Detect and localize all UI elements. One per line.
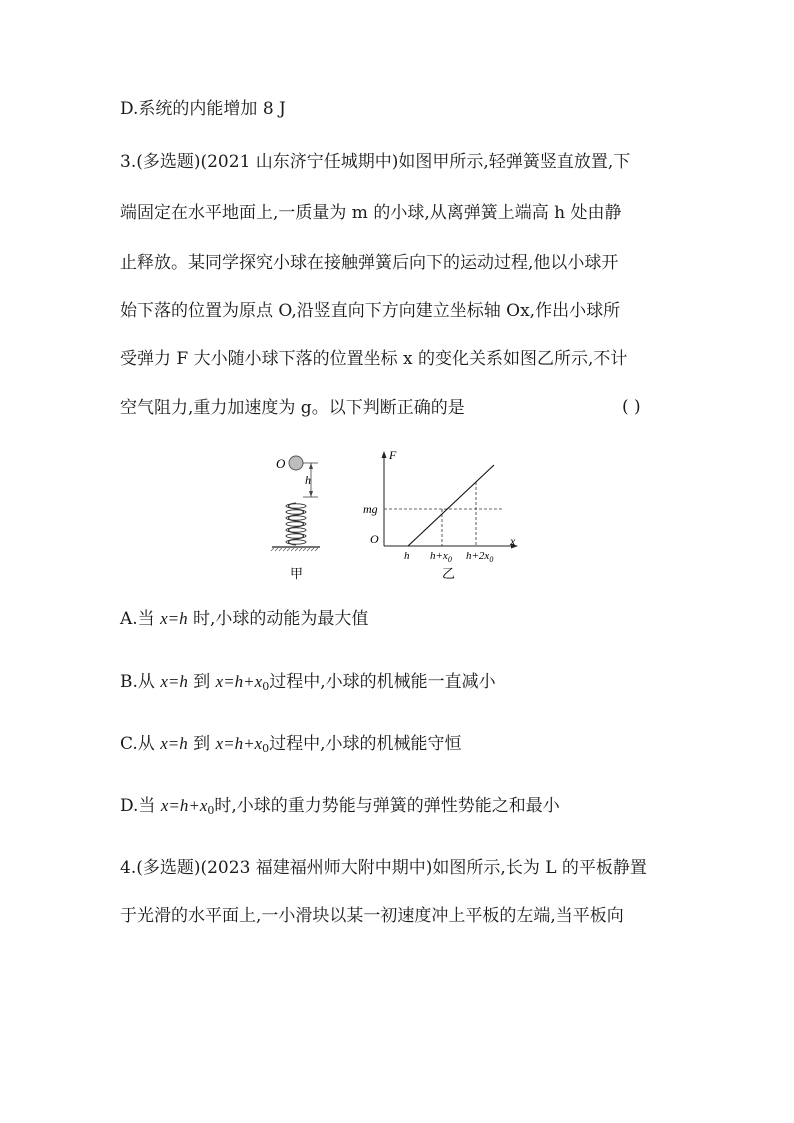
graph-origin-label: O <box>370 532 379 546</box>
mg-label: mg <box>363 502 378 516</box>
tick-h-2x0: $h+2x_0$ <box>466 550 494 564</box>
q3-line-6: 空气阻力,重力加速度为 g。以下判断正确的是 <box>120 398 465 418</box>
q3-line-3: 止释放。某同学探究小球在接触弹簧后向下的运动过程,他以小球开 <box>120 253 619 273</box>
prev-option-d: D.系统的内能增加 8 J <box>120 99 286 119</box>
q4-line-2: 于光滑的水平面上,一小滑块以某一初速度冲上平板的左端,当平板向 <box>120 906 624 926</box>
option-b: B.从 x=h 到 $x=h+x_0$过程中,小球的机械能一直减小 <box>120 672 496 693</box>
caption-yi: 乙 <box>442 566 456 581</box>
q3-line-4: 始下落的位置为原点 O,沿竖直向下方向建立坐标轴 Ox,作出小球所 <box>120 301 621 321</box>
tick-h-x0: $h+x_0$ <box>430 550 452 564</box>
tick-h: h <box>404 550 410 562</box>
q3-line-2: 端固定在水平地面上,一质量为 m 的小球,从离弹簧上端高 h 处由静 <box>120 203 622 223</box>
ball-origin-label: O <box>276 456 286 471</box>
spring <box>289 503 304 545</box>
figure-yi <box>363 448 518 581</box>
option-c: C.从 x=h 到 $x=h+x_0$过程中,小球的机械能守恒 <box>120 734 462 755</box>
force-line <box>408 465 494 546</box>
y-axis-label: F <box>389 448 397 462</box>
ball <box>289 456 303 470</box>
figure-jia <box>271 456 320 581</box>
answer-paren: ( ) <box>622 397 641 417</box>
h-label: h <box>305 473 311 487</box>
q3-line-5: 受弹力 F 大小随小球下落的位置坐标 x 的变化关系如图乙所示,不计 <box>120 349 628 369</box>
x-axis-label: x <box>510 534 516 548</box>
q3-line-1: 3.(多选题)(2021 山东济宁任城期中)如图甲所示,轻弹簧竖直放置,下 <box>120 152 631 172</box>
option-a: A.当 x=h 时,小球的动能为最大值 <box>120 609 369 629</box>
caption-jia: 甲 <box>290 566 304 581</box>
option-d: D.当 $x=h+x_0$时,小球的重力势能与弹簧的弹性势能之和最小 <box>120 796 560 817</box>
q4-line-1: 4.(多选题)(2023 福建福州师大附中期中)如图所示,长为 L 的平板静置 <box>120 858 647 878</box>
